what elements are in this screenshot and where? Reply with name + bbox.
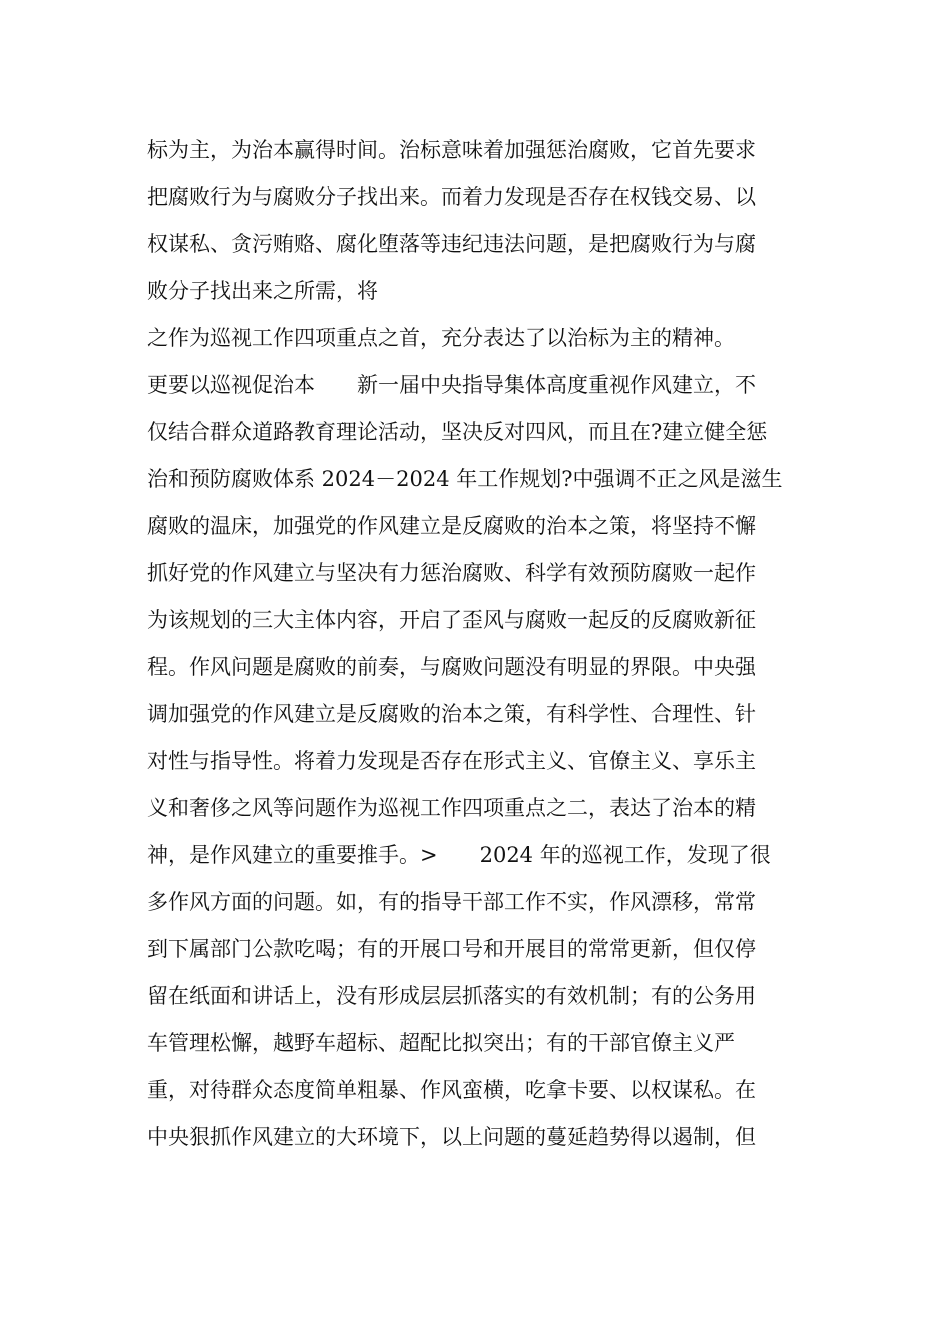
- text-line: 调加强党的作风建立是反腐败的治本之策，有科学性、合理性、针: [147, 702, 756, 726]
- text-line: 义和奢侈之风等问题作为巡视工作四项重点之二，表达了治本的精: [147, 796, 756, 820]
- text-line: 之作为巡视工作四项重点之首，充分表达了以治标为主的精神。: [147, 326, 735, 350]
- text-line: 败分子找出来之所需，将: [147, 279, 378, 303]
- text-line: 程。作风问题是腐败的前奏，与腐败问题没有明显的界限。中央强: [147, 655, 756, 679]
- text-line: 多作风方面的问题。如，有的指导干部工作不实，作风漂移，常常: [147, 890, 756, 914]
- text-line: 把腐败行为与腐败分子找出来。而着力发现是否存在权钱交易、以: [147, 185, 756, 209]
- text-line: 留在纸面和讲话上，没有形成层层抓落实的有效机制；有的公务用: [147, 984, 756, 1008]
- text-line: 神，是作风建立的重要推手。> 2024 年的巡视工作，发现了很: [147, 843, 771, 867]
- text-line: 权谋私、贪污贿赂、腐化堕落等违纪违法问题，是把腐败行为与腐: [147, 232, 756, 256]
- text-line: 治和预防腐败体系 2024－2024 年工作规划?中强调不正之风是滋生: [147, 467, 783, 491]
- text-line: 腐败的温床，加强党的作风建立是反腐败的治本之策，将坚持不懈: [147, 514, 756, 538]
- text-line: 中央狠抓作风建立的大环境下，以上问题的蔓延趋势得以遏制，但: [147, 1125, 756, 1149]
- text-line: 仅结合群众道路教育理论活动，坚决反对四风，而且在?建立健全惩: [147, 420, 768, 444]
- text-line: 对性与指导性。将着力发现是否存在形式主义、官僚主义、享乐主: [147, 749, 756, 773]
- body-text: [147, 127, 807, 1161]
- text-line: 抓好党的作风建立与坚决有力惩治腐败、科学有效预防腐败一起作: [147, 561, 756, 585]
- text-line: 车管理松懈，越野车超标、超配比拟突出；有的干部官僚主义严: [147, 1031, 735, 1055]
- text-line: 更要以巡视促治本 新一届中央指导集体高度重视作风建立，不: [147, 373, 756, 397]
- text-line: 为该规划的三大主体内容，开启了歪风与腐败一起反的反腐败新征: [147, 608, 756, 632]
- text-line: 重，对待群众态度简单粗暴、作风蛮横，吃拿卡要、以权谋私。在: [147, 1078, 756, 1102]
- text-line: 标为主，为治本赢得时间。治标意味着加强惩治腐败，它首先要求: [147, 138, 756, 162]
- text-line: 到下属部门公款吃喝；有的开展口号和开展目的常常更新，但仅停: [147, 937, 756, 961]
